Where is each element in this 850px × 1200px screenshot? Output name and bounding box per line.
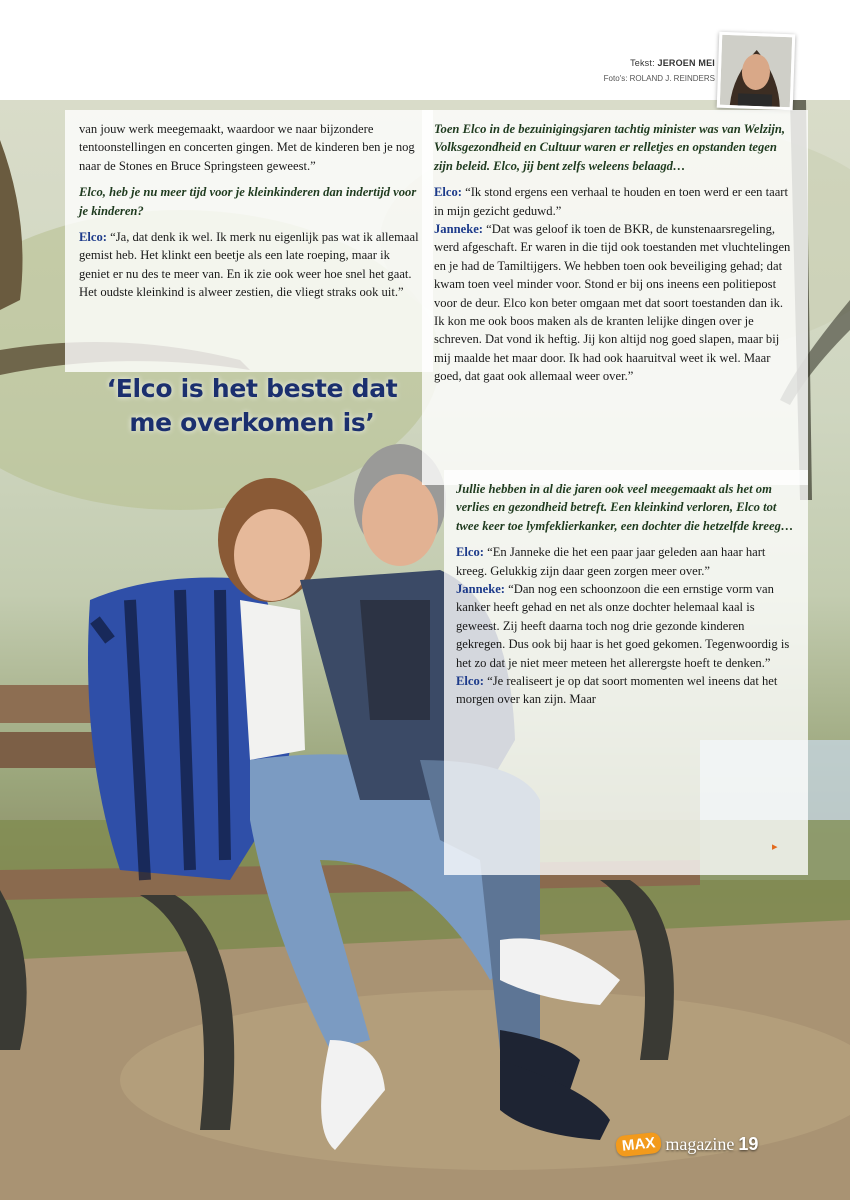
author-credit	[604, 58, 715, 68]
magazine-name: magazine	[665, 1134, 735, 1154]
interview-question: Elco, heb je nu meer tijd voor je kleinkinderen dan indertijd voor je kinderen?	[79, 185, 417, 218]
author-portrait-image	[720, 35, 792, 107]
interview-answer	[456, 580, 796, 672]
answer-text: “Ik stond ergens een verhaal te houden en toen werd er een taart in mijn gezicht geduwd.”	[434, 185, 788, 218]
answer-text: “Dat was geloof ik toen de BKR, de kunstenaarsregeling, werd afgeschaft. Er waren in die tijd ook toestanden met vluchtelingen en je had de Tamiltijgers. We hebben toen ook beveiliging gehad; dat kwam toen veel minder voor. Stond er bij ons ineens een politiepost voor de deur. Elco kon beter omgaan met dat soort toestanden dan ik. Ik kon me ook boos maken als de kranten lelijke dingen over je schreven. Dat vond ik heftig. Jij kon altijd nog goed slapen, maar bij mij maalde het maar door. Ik had ook haaruitval weet ik wel. Maar goed, dat gaat ook allemaal weer over.”	[434, 222, 791, 384]
max-logo: MAX	[615, 1132, 662, 1158]
interview-answer	[456, 543, 796, 580]
interview-question: Toen Elco in de bezuinigingsjaren tachtig minister was van Welzijn, Volksgezondheid en Cultuur waren er relletjes en opstanden tegen zijn beleid. Elco, jij bent zelfs weleens belaagd…	[434, 122, 786, 173]
interview-answer	[434, 220, 796, 386]
speaker-name: Elco:	[456, 674, 484, 689]
article-column-right	[422, 110, 808, 485]
speaker-name: Elco:	[456, 545, 484, 560]
author-label: Tekst:	[630, 58, 655, 68]
speaker-name: Janneke:	[434, 222, 483, 237]
interview-answer	[79, 228, 419, 302]
article-column-left	[65, 110, 433, 372]
interview-answer	[434, 183, 796, 220]
page-number: 19	[738, 1134, 759, 1154]
author-portrait	[717, 32, 796, 111]
article-column-right-lower	[444, 470, 808, 875]
interview-question: Jullie hebben in al die jaren ook veel meegemaakt als het om verlies en gezondheid betreft. Een kleinkind verloren, Elco tot twee keer toe lymfeklierkanker, een dochter die hetzelfde kreeg…	[456, 482, 794, 533]
answer-text: “Dan nog een schoonzoon die een ernstige vorm van kanker heeft gehad en net als onze dochter helemaal kaal is geweest. Zij heeft daarna toch nog drie gezonde kinderen gekregen. Dus ook bij haar is het goed gekomen. Tegenwoordig is het zo dat je niet meer meteen het allerergste hoeft te denken.”	[456, 582, 790, 670]
continue-arrow-icon: ▸	[772, 840, 778, 853]
page-footer	[616, 1134, 758, 1155]
pull-quote: ‘Elco is het beste dat me overkomen is’	[106, 374, 398, 437]
speaker-name: Elco:	[79, 230, 107, 245]
article-credits	[604, 58, 715, 83]
answer-text: “Ja, dat denk ik wel. Ik merk nu eigenlijk pas wat ik allemaal gemist heb. Het klinkt een beetje als een late roeping, maar ik geniet er nu des te meer van. En ik zie ook weer hoe snel het gaat. Het oudste kleinkind is alweer zestien, die vliegt straks ook uit.”	[79, 230, 419, 300]
photo-credit: Foto's: ROLAND J. REINDERS	[603, 74, 715, 83]
answer-text: “Je realiseert je op dat soort momenten wel ineens dat het morgen over kan zijn. Maar	[456, 674, 778, 707]
body-paragraph: van jouw werk meegemaakt, waardoor we naar bijzondere tentoonstellingen en concerten gingen. Met de kinderen ben je nog naar de Stones en Bruce Springsteen geweest.”	[79, 122, 415, 173]
answer-text: “En Janneke die het een paar jaar geleden aan haar hart kreeg. Gelukkig zijn daar geen zorgen meer over.”	[456, 545, 766, 578]
speaker-name: Janneke:	[456, 582, 505, 597]
author-name: JEROEN MEI	[657, 58, 715, 68]
speaker-name: Elco:	[434, 185, 462, 200]
interview-answer	[456, 672, 796, 709]
